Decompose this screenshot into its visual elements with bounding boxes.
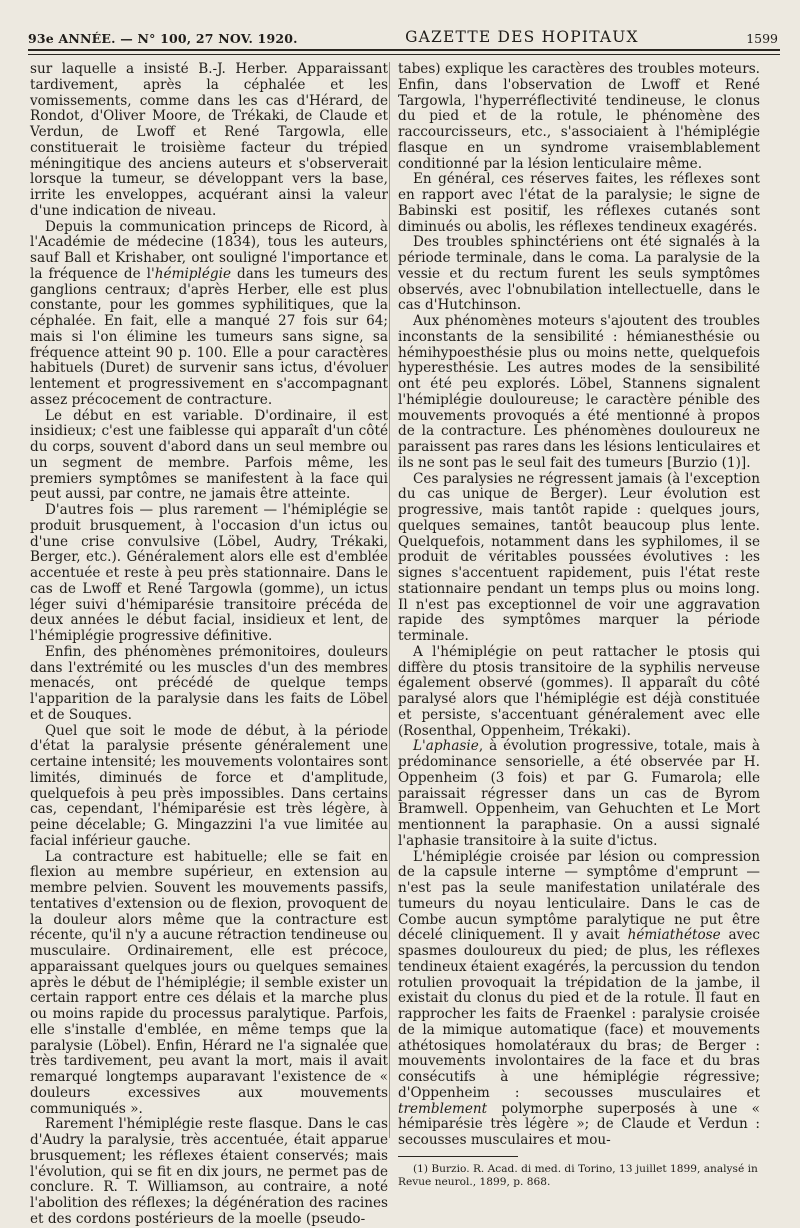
left-column bbox=[30, 62, 388, 1228]
header-rule-thick bbox=[28, 49, 780, 51]
paragraph: Aux phénomènes moteurs s'ajoutent des troubles inconstants de la sensibilité : hémianesthésie ou hémihypoesthésie plus ou moins nette, quelquefois hyperesthésie. Les autres modes de la sensibilité ont été peu explorés. Löbel, Stannens signalent l'hémiplégie douloureuse; le caractère pénible des mouvements provoqués a été mentionné à propos de la contracture. Les phénomènes douloureux ne paraissent pas rares dans les lésions lenticulaires et ils ne sont pas le seul fait des tumeurs [Burzio (1)]. bbox=[398, 313, 760, 471]
paragraph: Le début en est variable. D'ordinaire, il est insidieux; c'est une faiblesse qui apparaît d'un côté du corps, souvent d'abord dans un seul membre ou un segment de membre. Parfois même, les premiers symptômes se manifestent à la face qui peut aussi, par contre, ne jamais être atteinte. bbox=[30, 407, 388, 503]
emphasis: L'aphasie bbox=[413, 738, 479, 755]
paragraph: A l'hémiplégie on peut rattacher le ptosis qui diffère du ptosis transitoire de la syphilis nerveuse également observé (gommes). Il apparaît du côté paralysé alors que l'hémiplégie est déjà constituée et persiste, s'accentuant généralement avec elle (Rosenthal, Oppenheim, Trékaki). bbox=[398, 643, 760, 739]
paragraph: L'hémiplégie croisée par lésion ou compression de la capsule interne — symptôme d'emprunt — n'est pas la seule manifestation unilatérale des tumeurs du noyau lenticulaire. Dans le cas de Combe aucun symptôme paralytique ne put être décelé cliniquement. Il y avait hémiathétose avec spasmes douloureux du pied; de plus, les réflexes tendineux étaient exagérés, la percussion du tendon rotulien provoquait la trépidation de la jambe, il existait du clonus du pied et de la rotule. Il faut en rapprocher les faits de Fraenkel : paralysie croisée de la mimique automatique (face) et mouvements athétosiques homolatéraux du bras; de Berger : mouvements involontaires de la face et du bras consécutifs à une hémiplégie régressive; d'Oppenheim : secousses musculaires et tremblement polymorphe superposés à une « hémiparésie très légère »; de Claude et Verdun : secousses musculaires et mou- bbox=[398, 848, 760, 1148]
emphasis: hémiplégie bbox=[154, 265, 231, 282]
footnote-divider bbox=[398, 1156, 518, 1157]
paragraph: En général, ces réserves faites, les réflexes sont en rapport avec l'état de la paralysie; le signe de Babinski est positif, les réflexes cutanés sont diminués ou abolis, les réflexes tendineux exagérés. bbox=[398, 171, 760, 235]
right-column bbox=[398, 62, 760, 1189]
emphasis: tremblement bbox=[398, 1100, 488, 1117]
paragraph: Des troubles sphinctériens ont été signalés à la période terminale, dans le coma. La paralysie de la vessie et du rectum furent les seuls symptômes observés, avec l'obnubilation intellectuelle, dans le cas d'Hutchinson. bbox=[398, 234, 760, 314]
paragraph: Rarement l'hémiplégie reste flasque. Dans le cas d'Audry la paralysie, très accentuée, était apparue brusquement; les réflexes étaient conservés; mais l'évolution, qui se fit en dix jours, ne permet pas de conclure. R. T. Williamson, au contraire, a noté l'abolition des réflexes; la dégénération des racines et des cordons postérieurs de la moelle (pseudo- bbox=[30, 1116, 388, 1227]
paragraph: Quel que soit le mode de début, à la période d'état la paralysie présente généralement une certaine intensité; les mouvements volontaires sont limités, diminués de force et d'amplitude, quelquefois à peu près impossibles. Dans certains cas, cependant, l'hémiparésie est très légère, à peine décelable; G. Mingazzini l'a vue limitée au facial inférieur gauche. bbox=[30, 722, 388, 849]
paragraph: L'aphasie, à évolution progressive, totale, mais à prédominance sensorielle, a été observée par H. Oppenheim (3 fois) et par G. Fumarola; elle paraissait régresser dans un cas de Byrom Bramwell. Oppenheim, van Gehuchten et Le Mort mentionnent la paraphasie. On a aussi signalé l'aphasie transitoire à la suite d'ictus. bbox=[398, 738, 760, 849]
paragraph: Enfin, des phénomènes prémonitoires, douleurs dans l'extrémité ou les muscles d'un des membres menacés, ont précédé de quelque temps l'apparition de la paralysie dans les faits de Löbel et de Souques. bbox=[30, 643, 388, 723]
header-rule-thin bbox=[28, 54, 780, 55]
paragraph: sur laquelle a insisté B.-J. Herber. Apparaissant tardivement, après la céphalée et les vomissements, comme dans les cas d'Hérard, de Rondot, d'Oliver Moore, de Trékaki, de Claude et Verdun, de Lwoff et René Targowla, elle constituerait le troisième facteur du trépied méningitique des anciens auteurs et s'observerait lorsque la tumeur, se développant vers la base, irrite les enveloppes, acquérant ainsi la valeur d'une indication de niveau. bbox=[30, 61, 388, 219]
footnote: (1) Burzio. R. Acad. di med. di Torino, 13 juillet 1899, analysé in Revue neurol., 1899, p. 868. bbox=[398, 1162, 758, 1188]
issue-info: 93e ANNÉE. — N° 100, 27 NOV. 1920. bbox=[28, 31, 298, 46]
journal-title: GAZETTE DES HOPITAUX bbox=[405, 28, 639, 46]
paragraph: Ces paralysies ne régressent jamais (à l'exception du cas unique de Berger). Leur évolution est progressive, mais tantôt rapide : quelques jours, quelques semaines, tantôt beaucoup plus lente. Quelquefois, notamment dans les syphilomes, il se produit de véritables poussées évolutives : les signes s'accentuent rapidement, puis l'état reste stationnaire pendant un temps plus ou moins long. Il n'est pas exceptionnel de voir une aggravation rapide des symptômes marquer la période terminale. bbox=[398, 470, 760, 644]
paragraph: Depuis la communication princeps de Ricord, à l'Académie de médecine (1834), tous les auteurs, sauf Ball et Krishaber, ont souligné l'importance et la fréquence de l'hémiplégie dans les tumeurs des ganglions centraux; d'après Herber, elle est plus constante, pour les gommes syphilitiques, que la céphalée. En fait, elle a manqué 27 fois sur 64; mais si l'on élimine les tumeurs sans signe, sa fréquence atteint 90 p. 100. Elle a pour caractères habituels (Duret) de survenir sans ictus, d'évoluer lentement et progressivement en s'accompagnant assez précocement de contracture. bbox=[30, 218, 388, 408]
column-divider bbox=[389, 62, 390, 1138]
paragraph: D'autres fois — plus rarement — l'hémiplégie se produit brusquement, à l'occasion d'un ictus ou d'une crise convulsive (Löbel, Audry, Trékaki, Berger, etc.). Généralement alors elle est d'emblée accentuée et reste à peu près stationnaire. Dans le cas de Lwoff et René Targowla (gomme), un ictus léger suivi d'hémiparésie transitoire précéda de deux années le début facial, insidieux et lent, de l'hémiplégie progressive définitive. bbox=[30, 502, 388, 644]
paragraph: tabes) explique les caractères des troubles moteurs. Enfin, dans l'observation de Lwoff et René Targowla, l'hyperréflectivité tendineuse, le clonus du pied et de la rotule, le phénomène des raccourcisseurs, etc., s'associaient à l'hémiplégie flasque en un syndrome vraisemblablement conditionné par la lésion lenticulaire même. bbox=[398, 61, 760, 172]
emphasis: hémiathétose bbox=[627, 927, 721, 944]
page-header bbox=[28, 22, 778, 46]
page-number: 1599 bbox=[746, 31, 778, 46]
paragraph: La contracture est habituelle; elle se fait en flexion au membre supérieur, en extension au membre pelvien. Souvent les mouvements passifs, tentatives d'extension ou de flexion, provoquent de la douleur alors même que la contracture est récente, qu'il n'y a aucune rétraction tendineuse ou musculaire. Ordinairement, elle est précoce, apparaissant quelques jours ou quelques semaines après le début de l'hémiplégie; il semble exister un certain rapport entre ces délais et la marche plus ou moins rapide du processus paralytique. Parfois, elle s'installe d'emblée, en même temps que la paralysie (Löbel). Enfin, Hérard ne l'a signalée que très tardivement, peu avant la mort, mais il avait remarqué longtemps auparavant l'existence de « douleurs excessives aux mouvements communiqués ». bbox=[30, 848, 388, 1117]
